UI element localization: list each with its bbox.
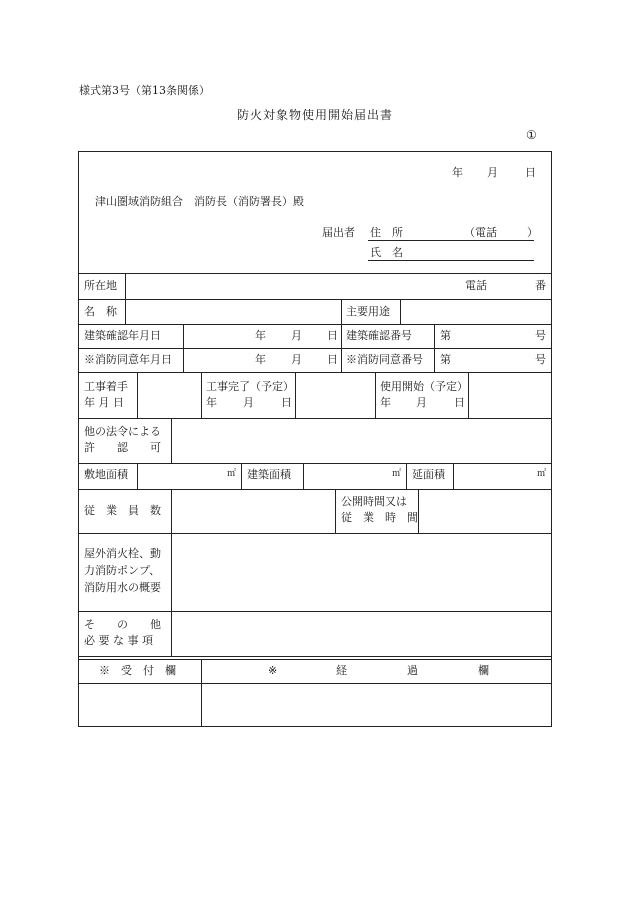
vrule xyxy=(183,324,184,372)
phone-unit: 番 xyxy=(535,279,546,292)
year-4: 年 xyxy=(380,396,391,409)
form-number: 様式第3号（第13条関係） xyxy=(79,84,210,97)
no-suffix-1: 号 xyxy=(535,329,546,342)
progress-mark: ※ xyxy=(268,664,278,677)
vrule xyxy=(341,299,342,324)
rule-double-a xyxy=(78,656,552,657)
vrule xyxy=(375,372,376,418)
vrule xyxy=(400,299,401,324)
opening-hours-label-1: 公開時間又は xyxy=(341,495,407,508)
day-2: 日 xyxy=(327,353,338,366)
no-suffix-2: 号 xyxy=(535,353,546,366)
other-label-2: 必 要 な 事 項 xyxy=(84,634,153,647)
rule xyxy=(78,299,552,300)
rule xyxy=(78,324,552,325)
date-month: 月 xyxy=(487,166,498,179)
hydrant-label-1: 屋外消火栓、動 xyxy=(84,547,161,560)
area-unit-1: ㎡ xyxy=(227,469,237,479)
vrule xyxy=(468,372,469,418)
no-prefix-2: 第 xyxy=(440,353,451,366)
vrule xyxy=(418,489,419,533)
bldg-confirm-date-label: 建築確認年月日 xyxy=(84,329,161,342)
rule xyxy=(78,611,552,612)
no-prefix-1: 第 xyxy=(440,329,451,342)
vrule xyxy=(137,372,138,418)
phone-close: ） xyxy=(527,226,538,239)
name-label: 氏 名 xyxy=(370,246,403,259)
vrule xyxy=(341,324,342,372)
vrule xyxy=(453,463,454,489)
circle-mark: ① xyxy=(526,128,537,142)
vrule xyxy=(201,659,202,727)
vrule xyxy=(171,418,172,463)
main-use-label: 主要用途 xyxy=(346,305,390,318)
hydrant-label-3: 消防用水の概要 xyxy=(84,581,161,594)
opening-hours-label-2: 従 業 時 間 xyxy=(341,511,418,524)
vrule xyxy=(137,463,138,489)
area-unit-2: ㎡ xyxy=(392,469,402,479)
rule xyxy=(78,372,552,373)
building-area-label: 建築面積 xyxy=(247,468,291,481)
rule xyxy=(78,533,552,534)
year-2: 年 xyxy=(255,353,266,366)
phone-label-row: 電話 xyxy=(465,279,487,292)
name-underline xyxy=(368,260,534,261)
date-day: 日 xyxy=(525,166,536,179)
hydrant-label-2: 力消防ポンプ、 xyxy=(84,564,161,577)
use-start-label: 使用開始（予定） xyxy=(380,380,468,393)
vrule xyxy=(201,372,202,418)
progress-label-1: 経 xyxy=(336,664,347,677)
progress-label-3: 欄 xyxy=(478,664,489,677)
rule-letter-end xyxy=(78,273,552,274)
other-label-1: そ の 他 xyxy=(84,618,161,631)
form-title: 防火対象物使用開始届出書 xyxy=(236,108,393,122)
month-1: 月 xyxy=(291,329,302,342)
day-3: 日 xyxy=(281,396,292,409)
rule xyxy=(78,683,552,684)
other-law-label-2: 許 認 可 xyxy=(84,441,161,454)
year-1: 年 xyxy=(255,329,266,342)
employees-label: 従 業 員 数 xyxy=(84,504,161,517)
year-3: 年 xyxy=(206,396,217,409)
floor-area-label: 延面積 xyxy=(412,468,445,481)
site-area-label: 敷地面積 xyxy=(84,468,128,481)
progress-label-2: 過 xyxy=(407,664,418,677)
vrule xyxy=(295,372,296,418)
address-underline xyxy=(368,240,534,241)
rule xyxy=(78,463,552,464)
area-unit-3: ㎡ xyxy=(537,469,547,479)
vrule xyxy=(406,463,407,489)
addressee: 津山圏域消防組合 消防長（消防署長）殿 xyxy=(95,195,304,208)
bldg-confirm-no-label: 建築確認番号 xyxy=(346,329,412,342)
day-1: 日 xyxy=(327,329,338,342)
phone-label: （電話 xyxy=(464,226,497,239)
work-start-label-2: 年 月 日 xyxy=(84,396,124,409)
address-label: 住 所 xyxy=(370,226,403,239)
month-4: 月 xyxy=(416,396,427,409)
reception-label: ※ 受 付 欄 xyxy=(99,664,176,677)
vrule xyxy=(434,324,435,372)
vrule xyxy=(335,489,336,533)
work-start-label-1: 工事着手 xyxy=(84,380,128,393)
month-2: 月 xyxy=(291,353,302,366)
vrule xyxy=(125,273,126,324)
day-4: 日 xyxy=(454,396,465,409)
vrule xyxy=(303,463,304,489)
rule-double-b xyxy=(78,659,552,660)
notifier-label: 届出者 xyxy=(322,226,355,239)
vrule xyxy=(171,489,172,656)
rule xyxy=(78,489,552,490)
fire-consent-no-label: ※消防同意番号 xyxy=(346,353,423,366)
location-label: 所在地 xyxy=(84,279,117,292)
rule xyxy=(78,418,552,419)
month-3: 月 xyxy=(243,396,254,409)
other-law-label-1: 他の法令による xyxy=(84,425,161,438)
vrule xyxy=(241,463,242,489)
name-label-row: 名 称 xyxy=(84,305,117,318)
date-year: 年 xyxy=(452,166,463,179)
rule xyxy=(78,348,552,349)
work-complete-label: 工事完了（予定） xyxy=(206,380,294,393)
fire-consent-date-label: ※消防同意年月日 xyxy=(84,353,172,366)
